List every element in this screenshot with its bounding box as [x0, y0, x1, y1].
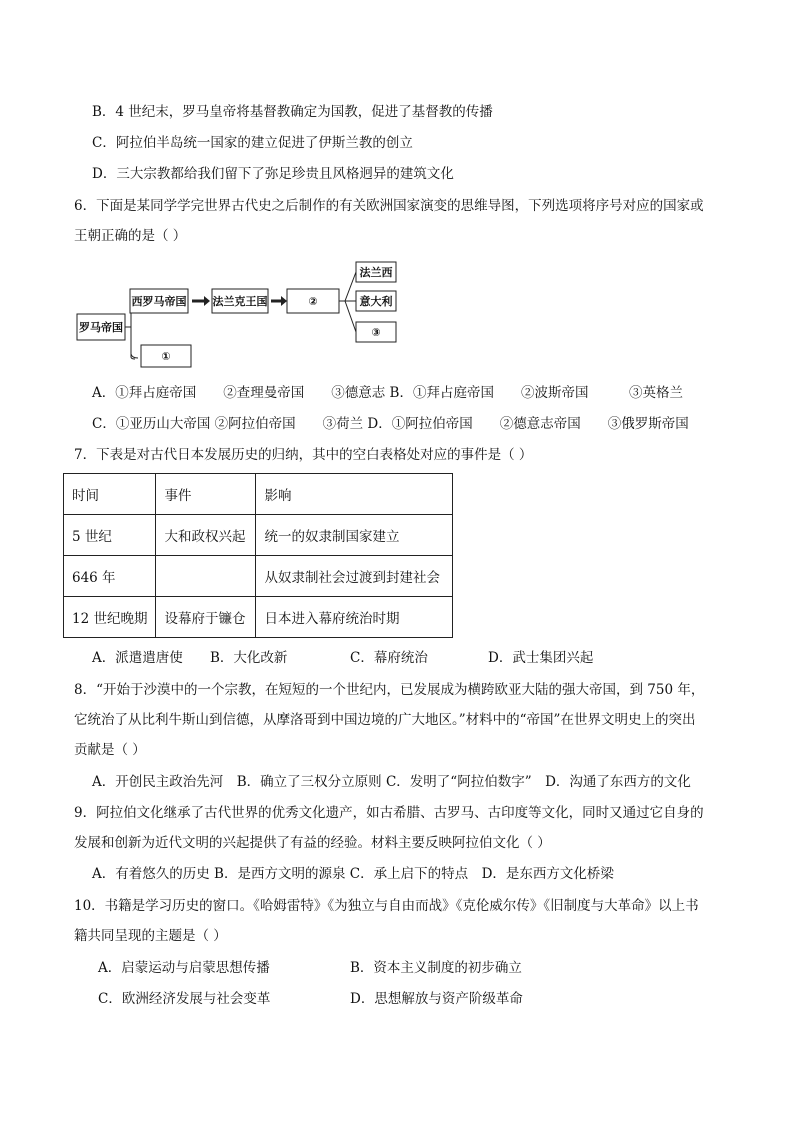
q10-stem-line2: 籍共同呈现的主题是（ ）: [74, 928, 227, 944]
table-cell: 设幕府于镰仓: [156, 597, 256, 638]
q7-option-a: A．派遣遣唐使: [92, 650, 183, 666]
mindmap-france-label: 法兰西: [359, 266, 393, 279]
q10-option-c: C．欧洲经济发展与社会变革: [98, 991, 271, 1007]
q6-stem-line2: 王朝正确的是（ ）: [74, 228, 187, 244]
table-cell: 日本进入幕府统治时期: [256, 597, 453, 638]
q10-option-d: D．思想解放与资产阶级革命: [350, 991, 523, 1007]
q9-stem-line1: 9．阿拉伯文化继承了古代世界的优秀文化遗产，如古希腊、古罗马、古印度等文化，同时又通过它自身的: [74, 805, 704, 821]
table-header-cell: 事件: [156, 474, 256, 515]
mindmap-root-label: 罗马帝国: [79, 321, 123, 334]
q10-option-b: B．资本主义制度的初步确立: [350, 960, 522, 976]
mindmap-east-label: ①: [161, 350, 171, 363]
q6-stem-line1: 6．下面是某同学学完世界古代史之后制作的有关欧洲国家演变的思维导图，下列选项将序号对应的国家或: [74, 198, 704, 214]
q7-stem: 7．下表是对古代日本发展历史的归纳，其中的空白表格处对应的事件是（ ）: [74, 447, 533, 463]
mindmap-frank-label: 法兰克王国: [212, 295, 268, 308]
table-cell: 12 世纪晚期: [64, 597, 156, 638]
table-cell: 5 世纪: [64, 515, 156, 556]
q8-stem-line3: 贡献是（ ）: [74, 742, 146, 758]
table-header-row: [64, 474, 453, 515]
table-cell-blank: [156, 556, 256, 597]
q8-stem-line1: 8．“开始于沙漠中的一个宗教，在短短的一个世纪内，已发展成为横跨欧亚大陆的强大帝国，到 750 年，: [74, 682, 705, 698]
q7-option-c: C．幕府统治: [350, 650, 428, 666]
q7-option-d: D．武士集团兴起: [488, 650, 594, 666]
q5-option-b: B．4 世纪末，罗马皇帝将基督教确定为国教，促进了基督教的传播: [92, 104, 493, 120]
table-header-cell: 时间: [64, 474, 156, 515]
table-cell: 统一的奴隶制国家建立: [256, 515, 453, 556]
q6-options-ab: A．①拜占庭帝国 ②查理曼帝国 ③德意志 B．①拜占庭帝国 ②波斯帝国 ③英格兰: [92, 385, 683, 401]
table-cell: 从奴隶制社会过渡到封建社会: [256, 556, 453, 597]
q6-mind-map: [75, 258, 415, 373]
q7-option-b: B．大化改新: [210, 650, 288, 666]
mindmap-branches: [339, 272, 356, 332]
q9-options: A．有着悠久的历史 B．是西方文明的源泉 C．承上启下的特点 D．是东西方文化桥梁: [92, 866, 614, 882]
q8-stem-line2: 它统治了从比利牛斯山到信德，从摩洛哥到中国边境的广大地区。”材料中的“帝国”在世界文明史上的突出: [74, 712, 696, 728]
q5-option-d: D．三大宗教都给我们留下了弥足珍贵且风格迥异的建筑文化: [92, 166, 454, 182]
q10-option-a: A．启蒙运动与启蒙思想传播: [98, 960, 270, 976]
table-row: [64, 515, 453, 556]
q6-options-cd: C．①亚历山大帝国 ②阿拉伯帝国 ③荷兰 D．①阿拉伯帝国 ②德意志帝国 ③俄罗斯帝国: [92, 416, 689, 432]
q9-stem-line2: 发展和创新为近代文明的兴起提供了有益的经验。材料主要反映阿拉伯文化（ ）: [74, 835, 551, 851]
table-row: [64, 556, 453, 597]
table-header-cell: 影响: [256, 474, 453, 515]
mindmap-west-label: 西罗马帝国: [131, 295, 187, 308]
q8-options: A．开创民主政治先河 B．确立了三权分立原则 C．发明了“阿拉伯数字” D．沟通了东西方的文化: [92, 774, 691, 790]
mindmap-third-label: ③: [371, 326, 381, 339]
table-cell: 大和政权兴起: [156, 515, 256, 556]
q10-stem-line1: 10．书籍是学习历史的窗口。《哈姆雷特》《为独立与自由而战》《克伦威尔传》《旧制度与大革命》以上书: [74, 898, 699, 914]
table-row: [64, 597, 453, 638]
mindmap-mid-label: ②: [308, 295, 318, 308]
table-cell: 646 年: [64, 556, 156, 597]
q7-table: [63, 473, 453, 638]
q5-option-c: C．阿拉伯半岛统一国家的建立促进了伊斯兰教的创立: [92, 135, 413, 151]
mindmap-italy-label: 意大利: [359, 295, 393, 308]
